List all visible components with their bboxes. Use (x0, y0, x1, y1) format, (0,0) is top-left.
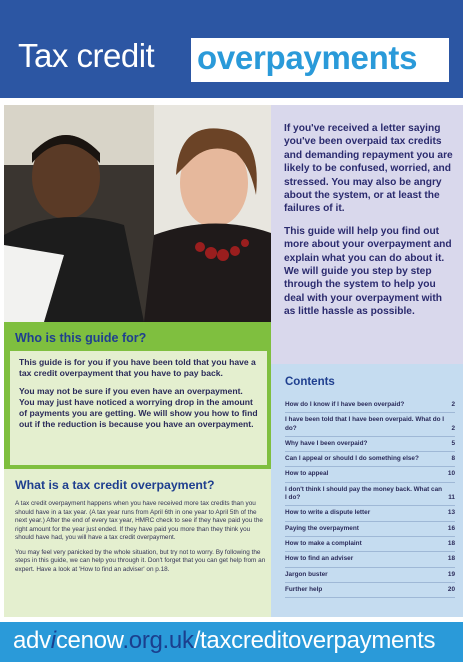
contents-item-text: I have been told that I have been overpaid. What do I do? (285, 416, 445, 432)
footer-url-accent: i (50, 627, 56, 654)
footer-url-part: cenow (55, 627, 123, 654)
contents-item[interactable] (285, 483, 455, 507)
contents-item[interactable] (285, 583, 455, 598)
header-banner (0, 0, 463, 98)
what-heading: What is a tax credit overpayment? (15, 478, 215, 492)
contents-item[interactable] (285, 552, 455, 567)
contents-item-page: 18 (447, 539, 455, 547)
contents-item-text: Why have I been overpaid? (285, 439, 368, 447)
contents-item-page: 10 (447, 470, 455, 478)
contents-item-page: 2 (451, 401, 455, 408)
footer-url-path: /taxcreditoverpayments (193, 627, 436, 654)
contents-item[interactable] (285, 452, 455, 467)
who-heading: Who is this guide for? (15, 331, 147, 345)
footer-website-link[interactable] (13, 625, 435, 657)
contents-item[interactable] (285, 398, 455, 413)
who-paragraph: You may not be sure if you even have an overpayment. You may just have noticed a worrying drop in the amount of payments you are getting. We will show you how to find out if the reduction is because you have an overpayment. (19, 386, 258, 429)
contents-item[interactable] (285, 522, 455, 537)
footer-url-domain: .org.uk (122, 627, 194, 654)
contents-item-text: Jargon buster (285, 570, 328, 578)
intro-paragraph: This guide will help you find out more about your overpayment and explain what you can do about it. We will guide you step by step through the system to help you deal with your overpayment with as little hassle as possible. (284, 225, 452, 318)
contents-item-text: I don't think I should pay the money back. What can I do? (285, 485, 443, 502)
contents-item-text: How to make a complaint (285, 539, 362, 547)
who-section (4, 322, 271, 469)
contents-item-page: 19 (447, 570, 455, 578)
contents-list (285, 398, 455, 598)
contents-item-page: 20 (447, 585, 455, 593)
what-paragraph: A tax credit overpayment happens when you have received more tax credits than you should have in a tax year. (A tax year runs from April 6th in one year to April 5th of the next year.) After the end of every tax year, HMRC check to see if they have paid you the right amount for the year just ended. If they have paid you more than they think you should have had, you will have a tax credit overpayment. (15, 500, 263, 541)
what-body (15, 500, 267, 580)
who-paragraph: This guide is for you if you have been told that you have a tax credit overpayment that you have to pay back. (19, 357, 256, 378)
contents-item-text: How to find an adviser (285, 555, 354, 563)
contents-item-text: How do I know if I have been overpaid? (285, 401, 405, 408)
contents-item-text: How to write a dispute letter (285, 509, 371, 517)
contents-panel (271, 364, 463, 617)
contents-item[interactable] (285, 537, 455, 552)
contents-item-page: 8 (451, 455, 455, 463)
contents-item-page: 5 (451, 439, 455, 447)
contents-item-page: 2 (451, 424, 455, 432)
contents-item-text: Paying the overpayment (285, 524, 359, 532)
contents-item-page: 18 (447, 555, 455, 563)
contents-item[interactable] (285, 568, 455, 583)
contents-item[interactable] (285, 437, 455, 452)
contents-item-text: How to appeal (285, 470, 329, 478)
people-reading-letter-image (4, 105, 271, 322)
footer-divider (0, 617, 463, 622)
footer-url-part: adv (13, 627, 51, 654)
who-body (10, 351, 267, 465)
contents-item-text: Further help (285, 585, 323, 593)
contents-item-page: 11 (448, 494, 455, 502)
cover-photo (4, 105, 271, 322)
contents-heading: Contents (285, 376, 335, 388)
contents-item-page: 16 (447, 524, 455, 532)
what-section (4, 469, 271, 617)
footer-banner (0, 617, 463, 662)
contents-item[interactable] (285, 413, 455, 437)
contents-item-text: Can I appeal or should I do something else? (285, 455, 419, 463)
contents-item[interactable] (285, 467, 455, 482)
title-overpayments: overpayments (197, 39, 418, 76)
title-tax-credit: Tax credit (18, 37, 155, 74)
contents-item-page: 13 (447, 509, 455, 517)
what-paragraph: You may feel very panicked by the whole situation, but try not to worry. By following the steps in this guide, we can help you through it. Don't forget that you can get help from an expert. Have a look at 'How to find an adviser' on p.18. (15, 548, 266, 573)
intro-panel (271, 105, 463, 364)
intro-paragraph: If you've received a letter saying you've been overpaid tax credits and demanding repayment you are likely to be confused, worried, and stressed. You may also be angry about the system, or at least the failures of it. (284, 123, 453, 215)
contents-item[interactable] (285, 506, 455, 521)
